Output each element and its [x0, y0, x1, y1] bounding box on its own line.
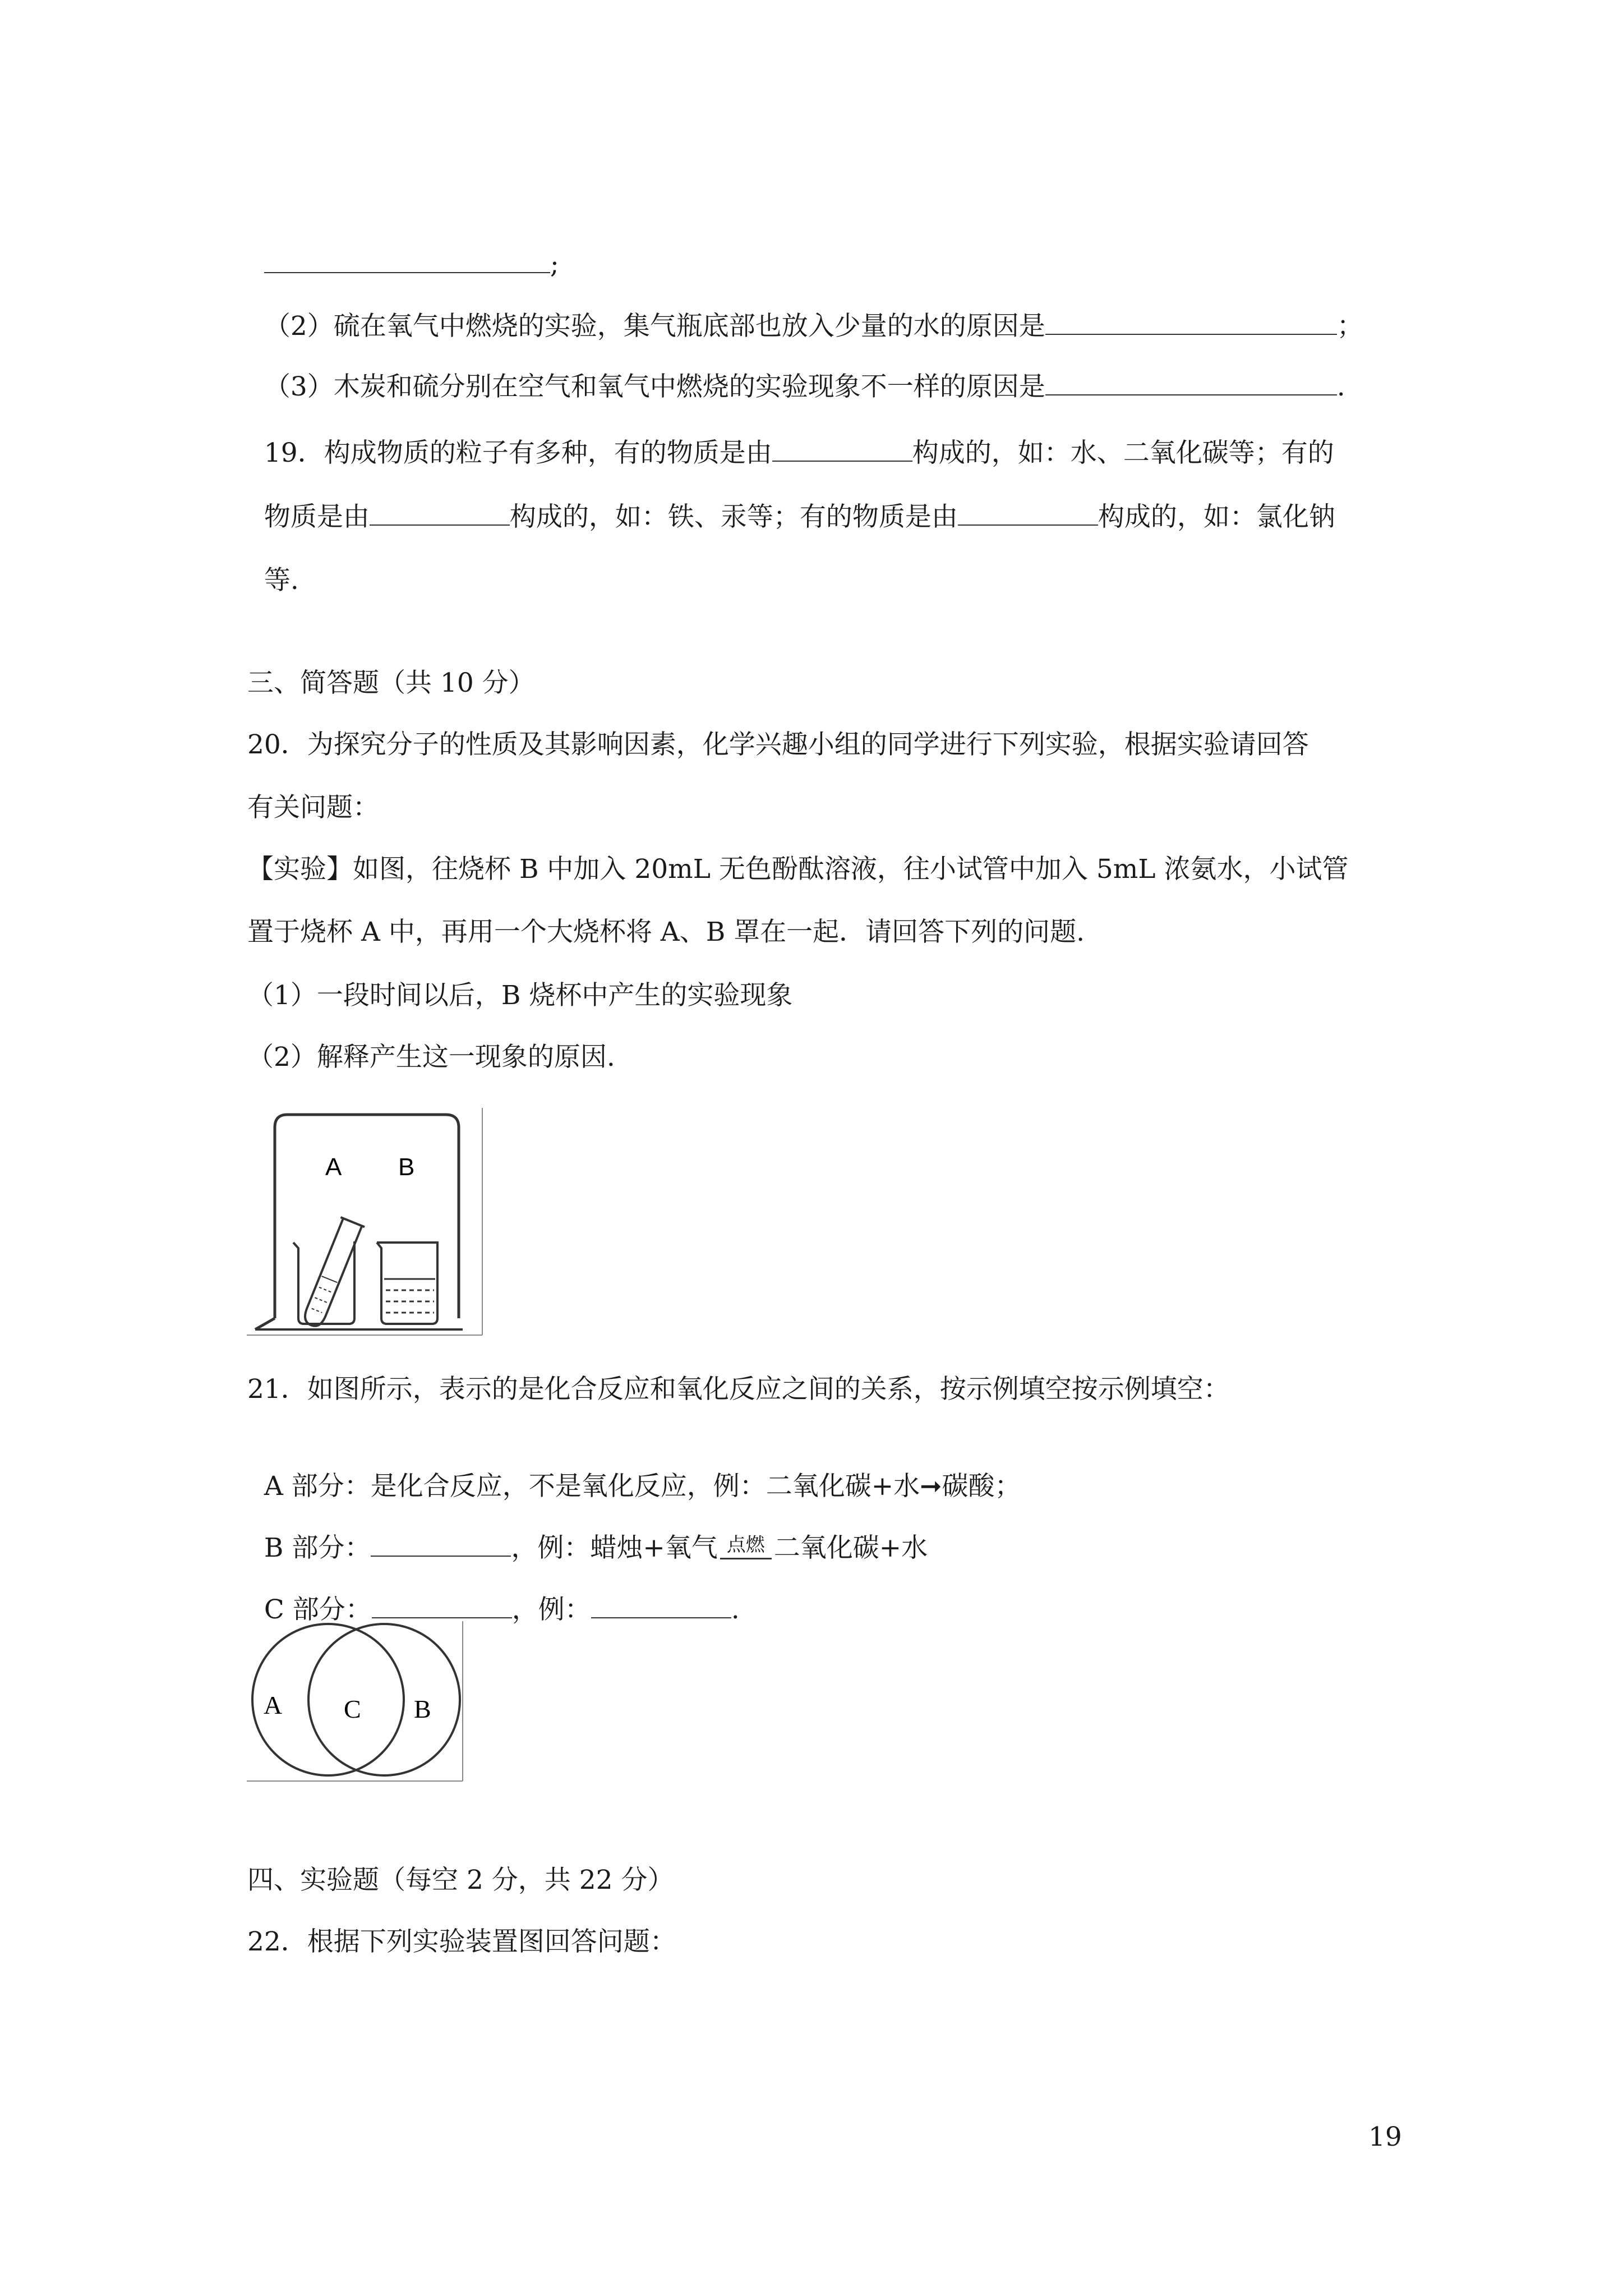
- answer-blank[interactable]: [370, 502, 510, 526]
- answer-blank[interactable]: [958, 502, 1098, 526]
- beaker-experiment-figure: [247, 1108, 494, 1349]
- question-20-line-3: 【实验】如图，往烧杯 B 中加入 20mL 无色酚酞溶液，往小试管中加入 5mL 浓氨水，小试管: [247, 854, 1349, 885]
- ignite-condition-arrow: 点燃: [718, 1531, 774, 1565]
- page-number: 19: [1368, 2122, 1402, 2152]
- question-20-line-2: 有关问题：: [247, 792, 379, 823]
- question-20-line-4: 置于烧杯 A 中，再用一个大烧杯将 A、B 罩在一起．请回答下列的问题.: [247, 917, 1085, 947]
- question-21-line-1: 21．如图所示，表示的是化合反应和氧化反应之间的关系，按示例填空按示例填空：: [247, 1374, 1230, 1405]
- label-a: A: [325, 1153, 342, 1181]
- venn-label-c: C: [344, 1695, 361, 1723]
- question-19-line-3: 等.: [264, 565, 299, 596]
- venn-diagram-figure: [247, 1621, 465, 1784]
- question-19-line-1: 19．构成物质的粒子有多种，有的物质是由 构成的，如：水、二氧化碳等；有的: [264, 438, 1334, 468]
- label-b: B: [398, 1153, 415, 1181]
- question-22: 22．根据下列实验装置图回答问题：: [247, 1926, 676, 1957]
- question-20-part-1: （1）一段时间以后，B 烧杯中产生的实验现象: [247, 980, 793, 1011]
- arrow-icon: ➞: [920, 1471, 942, 1502]
- answer-blank[interactable]: [1045, 372, 1337, 395]
- section-3-heading: 三、简答题（共 10 分）: [247, 668, 535, 698]
- answer-line-continued: ;: [247, 214, 559, 282]
- venn-label-a: A: [264, 1691, 283, 1719]
- answer-blank[interactable]: [1045, 311, 1337, 335]
- answer-blank[interactable]: [372, 1595, 512, 1618]
- question-21-part-a: A 部分：是化合反应，不是氧化反应，例：二氧化碳+水➞碳酸；: [247, 1436, 1021, 1503]
- question-21-part-b: B 部分： ，例：蜡烛+氧气 点燃 二氧化碳+水: [247, 1498, 928, 1565]
- venn-label-b: B: [414, 1695, 431, 1723]
- question-19-line-2: 物质是由 构成的，如：铁、汞等；有的物质是由 构成的，如：氯化钠: [264, 501, 1335, 532]
- question-20-line-1: 20．为探究分子的性质及其影响因素，化学兴趣小组的同学进行下列实验，根据实验请回答: [247, 729, 1309, 760]
- question-21-part-c: C 部分： ，例： .: [264, 1594, 740, 1625]
- question-18-part-3: （3）木炭和硫分别在空气和氧气中燃烧的实验现象不一样的原因是 .: [264, 371, 1345, 402]
- question-18-part-2: （2）硫在氧气中燃烧的实验，集气瓶底部也放入少量的水的原因是 ；: [264, 311, 1363, 342]
- answer-blank[interactable]: [591, 1595, 731, 1618]
- answer-blank[interactable]: [772, 438, 912, 462]
- answer-blank[interactable]: [371, 1533, 511, 1557]
- section-4-heading: 四、实验题（每空 2 分，共 22 分）: [247, 1865, 674, 1895]
- question-20-part-2: （2）解释产生这一现象的原因.: [247, 1042, 615, 1073]
- answer-blank[interactable]: [264, 250, 550, 273]
